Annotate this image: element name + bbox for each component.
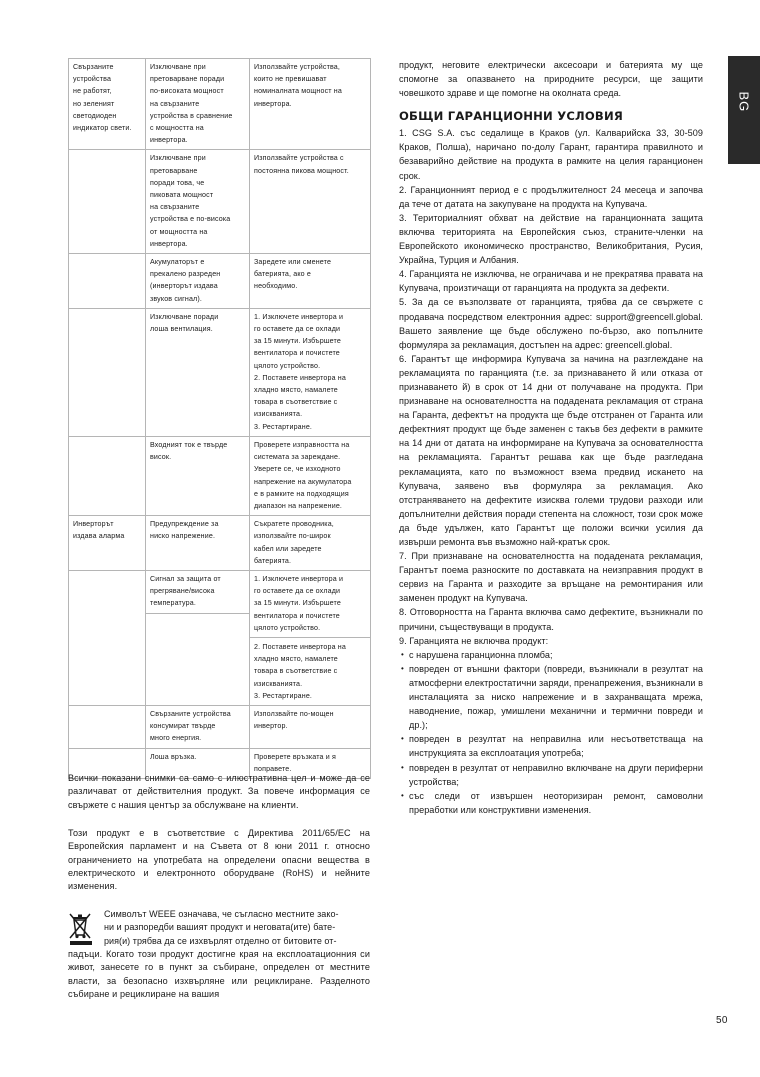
- solution-line: системата за зареждане.: [254, 453, 341, 462]
- solution-line: вентилатора и почистете: [254, 349, 340, 358]
- solution-line: батерията, ако е: [254, 270, 311, 279]
- solution-cell: [250, 516, 371, 571]
- cause-line: Лоша връзка.: [150, 752, 197, 761]
- solution-line: цялото устройство.: [254, 623, 321, 632]
- cause-cell: [146, 705, 250, 748]
- solution-line: инвертор.: [254, 722, 288, 731]
- solution-line: Проверете връзката и я: [254, 752, 336, 761]
- cause-cell: [146, 59, 250, 150]
- warranty-item: 6. Гарантът ще информира Купувача за начина на разглеждане на рекламацията по гаранцията (т.е. за признаването й или отказа от признаването й) в срок от 14 дни от получаване на продукта. При признаване на основателността на подадената рекламация от страна на Гаранта, дефектът на продукта ще бъде отстранен от Гаранта или дефектният продукт ще бъде заменен с такъв без дефекти в рамките на 14 дни от датата на информиране на Купувача за основателността на рекламацията. Гарантът решава как ще бъде разгледана рекламацията, като по възможност взема предвид искането на Купувача, заявено във формуляра за рекламация. Ако отстраняването на дефектите изисква големи трудови разходи или допълнителни действия поради степента на сложност, този срок може да бъде удължен, като Гарантът ще положи всички усилия да извърши ремонта във възможно най-кратък срок.: [399, 353, 703, 547]
- exclusion-item: • със следи от извършен неоторизиран ремонт, самоволни преработки или конструктивни изменения.: [409, 789, 703, 817]
- cause-block: [150, 256, 245, 305]
- problem-line: светодиоден: [73, 111, 117, 120]
- weee-line: рия(и) трябва да се изхвърлят отделно от битовите от-: [104, 935, 337, 946]
- solution-line: го оставете да се охлади: [254, 587, 341, 596]
- solution-line: 3. Рестартиране.: [254, 422, 313, 431]
- solution-line: товара в съответствие с: [254, 667, 338, 676]
- cause-cell: [146, 150, 250, 254]
- language-tab: [728, 56, 760, 164]
- solution-line: 1. Изключете инвертора и: [254, 312, 344, 321]
- weee-line: ни и разпоредби вашият продукт и неговата(ите) бате-: [104, 922, 336, 933]
- solution-line: изискванията.: [254, 679, 303, 688]
- solution-line: хладно място, намалете: [254, 655, 338, 664]
- cause-line: по-високата мощност: [150, 87, 224, 96]
- solution-line: Съкратете проводника,: [254, 520, 334, 529]
- cause-line: на свързаните: [150, 99, 200, 108]
- solution-cell: [250, 308, 371, 436]
- solution-cell: [250, 150, 371, 254]
- solution-cell: [250, 59, 371, 150]
- problem-cell: [69, 436, 146, 515]
- cause-cell: [146, 436, 250, 515]
- solution-block: [254, 708, 366, 732]
- language-tab-label: BG: [736, 91, 752, 113]
- cause-line: претоварване: [150, 166, 198, 175]
- cause-line: много енергия.: [150, 734, 202, 743]
- solution-line: го оставете да се охлади: [254, 325, 341, 334]
- exclusions-list: [399, 648, 703, 817]
- warranty-item: 8. Отговорността на Гаранта включва само дефектите, възникнали по причини, съществуващи в продукта.: [399, 607, 703, 632]
- cause-line: Свързаните устройства: [150, 709, 231, 718]
- solution-line: е в рамките на подходящия: [254, 489, 349, 498]
- solution-cell: [250, 254, 371, 309]
- problem-line: индикатор свети.: [73, 124, 132, 133]
- empty-line: [150, 617, 245, 629]
- solution-line: диапазон на напрежение.: [254, 501, 343, 510]
- exclusion-item: • с нарушена гаранционна пломба;: [409, 648, 703, 662]
- cause-cell: [146, 308, 250, 436]
- cause-line: поради това, че: [150, 178, 205, 187]
- problem-line: издава аларма: [73, 532, 125, 541]
- solution-line: инвертора.: [254, 99, 292, 108]
- weee-paragraph: падъци. Когато този продукт достигне края на експлоатационния си живот, занесете го в пункт за събиране, определен от местните власти, за безопасно изхвърляне или рециклиране. Разделното събиране и рециклиране на вашия: [68, 949, 370, 999]
- weee-first-lines: [104, 908, 370, 948]
- solution-block: [254, 256, 366, 293]
- cause-cell: [146, 516, 250, 571]
- cause-block: [150, 152, 245, 250]
- solution-block: [254, 61, 366, 110]
- cause-line: Сигнал за защита от: [150, 574, 221, 583]
- warranty-column: [399, 58, 703, 817]
- solution-line: 1. Изключете инвертора и: [254, 574, 344, 583]
- solution-line: използвайте по-широк: [254, 532, 331, 541]
- problem-cell: [69, 308, 146, 436]
- cause-line: (инверторът издава: [150, 282, 218, 291]
- solution-line: 2. Поставете инвертора на: [254, 373, 346, 382]
- troubleshooting-table: [68, 58, 371, 779]
- cause-block: [146, 613, 249, 629]
- cause-line: от мощността на: [150, 227, 208, 236]
- solution-line: Използвайте по-мощен: [254, 709, 334, 718]
- solution-block: [254, 439, 366, 512]
- problem-cell: [69, 254, 146, 309]
- cause-line: консумират твърде: [150, 722, 216, 731]
- table-row: [69, 59, 371, 150]
- warranty-item: 9. Гаранцията не включва продукт:: [399, 635, 549, 646]
- solution-line: Проверете изправността на: [254, 440, 350, 449]
- solution-line: постоянна пикова мощност.: [254, 166, 349, 175]
- cause-line: Предупреждение за: [150, 520, 219, 529]
- cause-block: [150, 708, 245, 745]
- warranty-items: [399, 126, 703, 647]
- problem-line: Свързаните: [73, 63, 114, 71]
- solution-line: за 15 минути. Избършете: [254, 337, 341, 346]
- cause-line: висок.: [150, 453, 172, 462]
- table-row: [69, 308, 371, 436]
- cause-cell: [146, 254, 250, 309]
- solution-line: цялото устройство.: [254, 361, 321, 370]
- cause-line: Изключване поради: [150, 312, 219, 321]
- rohs-paragraph: Този продукт е в съответствие с Директива 2011/65/ЕС на Европейския парламент и на Съвета от 8 юни 2011 г. относно ограничението на употребата на определени опасни вещества в електрическото и електронното оборудване (RoHS) и нейните изменения.: [68, 828, 370, 892]
- cause-line: претоварване поради: [150, 75, 225, 84]
- cause-cell: [146, 570, 250, 705]
- problem-cell: [69, 59, 146, 150]
- cause-line: лоша вентилация.: [150, 325, 213, 334]
- solution-line: хладно място, намалете: [254, 386, 338, 395]
- cause-line: звуков сигнал).: [150, 294, 202, 303]
- cause-line: устройства е по-висока: [150, 215, 231, 224]
- cause-block: [150, 61, 245, 146]
- solution-block: [254, 152, 366, 176]
- solution-line: необходимо.: [254, 282, 298, 291]
- warranty-item: 1. CSG S.A. със седалище в Краков (ул. Калварийска 33, 30-509 Краков, Полша), наричано по-долу Гарант, гарантира правилното и безаварийно действие на продукта в рамките на целия гаранционен срок.: [399, 128, 703, 181]
- solution-cell: [250, 570, 371, 705]
- solution-cell: [250, 705, 371, 748]
- table-row: [69, 705, 371, 748]
- cause-line: прекалено разреден: [150, 270, 221, 279]
- problem-cell: [69, 570, 146, 705]
- cause-line: Изключване при: [150, 63, 206, 71]
- cause-line: с мощността на: [150, 124, 204, 133]
- exclusion-item: • повреден в резултат на неправилна или несъответстваща на инструкцията за експлоатация употреба;: [409, 732, 703, 760]
- problem-line: не работят,: [73, 87, 112, 96]
- cause-line: инвертора.: [150, 239, 188, 248]
- exclusion-item: • повреден в резултат от неправилно включване на други периферни устройства;: [409, 761, 703, 789]
- solution-line: за 15 минути. Избършете: [254, 599, 341, 608]
- cause-line: ниско напрежение.: [150, 532, 216, 541]
- solution-line: Заредете или сменете: [254, 258, 332, 267]
- solution-block: [254, 311, 366, 433]
- cause-block: [150, 518, 245, 542]
- weee-line: Символът WEEE означава, че съгласно местните зако-: [104, 909, 339, 919]
- solution-line: 2. Поставете инвертора на: [254, 642, 346, 651]
- solution-block: [254, 518, 366, 567]
- problem-cell: [69, 705, 146, 748]
- cause-line: на свързаните: [150, 203, 200, 212]
- warranty-item: 7. При признаване на основателността на подадената рекламация, Гарантът поема разноските по доставката на неизправния продукт в сервиз на Гаранта и разходите за връщане на ремонтирания или заменен продукт на Купувача.: [399, 551, 703, 604]
- solution-line: Уверете се, че изходното: [254, 465, 341, 474]
- problem-line: Инверторът: [73, 520, 114, 529]
- solution-block: [250, 637, 370, 702]
- warranty-title: ОБЩИ ГАРАНЦИОННИ УСЛОВИЯ: [399, 109, 623, 124]
- warranty-item: 3. Териториалният обхват на действие на гаранционната защита включва територията на Европейския съюз, страните-членки на Европейското икономическо пространство, Великобритания, Русия, Украйна, Турция и Албания.: [399, 212, 703, 266]
- warranty-item: 5. За да се възползвате от гаранцията, трябва да се свържете с продавача посредством електронния адрес: support@greencell.global. Вашето заявление ще бъде обслужено по-бързо, ако попълните формуляра за рекламация, достъпен на адрес: greencell.global.: [399, 297, 703, 350]
- page-number: 50: [716, 1015, 728, 1026]
- problem-line: устройства: [73, 75, 112, 84]
- cause-line: устройства в сравнение: [150, 111, 233, 120]
- disclaimer-paragraph: Всички показани снимки са само с илюстративна цел и може да се различават от действителния продукт. За повече информация се свържете с нашия център за обслужване на клиенти.: [68, 773, 370, 810]
- cause-block: [150, 751, 245, 763]
- cause-line: Изключване при: [150, 154, 206, 163]
- cause-line: Акумулаторът е: [150, 258, 205, 267]
- solution-line: напрежение на акумулатора: [254, 477, 352, 486]
- problem-line: но зеленият: [73, 99, 115, 108]
- solution-line: Използвайте устройства,: [254, 63, 341, 71]
- solution-line: вентилатора и почистете: [254, 611, 340, 620]
- solution-line: товара в съответствие с: [254, 398, 338, 407]
- warranty-item: 2. Гаранционният период е с продължителност 24 месеца и започва да тече от датата на закупуване на продукта на Купувача.: [399, 184, 703, 209]
- solution-line: поправете.: [254, 764, 292, 773]
- table-row: [69, 516, 371, 571]
- weee-bin-icon: [68, 910, 94, 946]
- warranty-item: 4. Гаранцията не изключва, не ограничава и не прекратява правата на Купувача, произтичащи от гаранцията на продукта за дефекти.: [399, 269, 703, 294]
- table-row: [69, 436, 371, 515]
- solution-line: номиналната мощност на: [254, 87, 342, 96]
- exclusion-item: • повреден от външни фактори (повреди, възникнали в резултат на атмосферни електростатични заряди, пренапрежения, възникнали в инсталацията за ниско напрежение и в захранващата мрежа, наводнение, пожар, умишлени механични и термични повреди и др.);: [409, 662, 703, 732]
- solution-line: Използвайте устройства с: [254, 154, 344, 163]
- table-row: [69, 254, 371, 309]
- cause-block: [150, 439, 245, 463]
- solution-line: които не превишават: [254, 75, 327, 84]
- intro-paragraph: продукт, неговите електрически аксесоари и батерията му ще спомогне за опазването на природните ресурси, ще защити човешкото здраве и ще помогне на околната среда.: [399, 60, 703, 99]
- solution-line: 3. Рестартиране.: [254, 691, 313, 700]
- cause-line: Входният ток е твърде: [150, 440, 228, 449]
- solution-cell: [250, 436, 371, 515]
- solution-line: кабел или заредете: [254, 544, 322, 553]
- solution-block: [254, 573, 366, 634]
- cause-line: температура.: [150, 599, 196, 608]
- cause-line: инвертора.: [150, 136, 188, 145]
- table-row: [69, 150, 371, 254]
- problem-cell: [69, 516, 146, 571]
- solution-line: батерията.: [254, 556, 292, 565]
- cause-block: [150, 573, 245, 610]
- table-row: [69, 570, 371, 705]
- cause-line: пиковата мощност: [150, 191, 214, 200]
- cause-line: прегряване/висока: [150, 587, 215, 596]
- problem-cell: [69, 150, 146, 254]
- cause-block: [150, 311, 245, 335]
- solution-line: изискванията.: [254, 410, 303, 419]
